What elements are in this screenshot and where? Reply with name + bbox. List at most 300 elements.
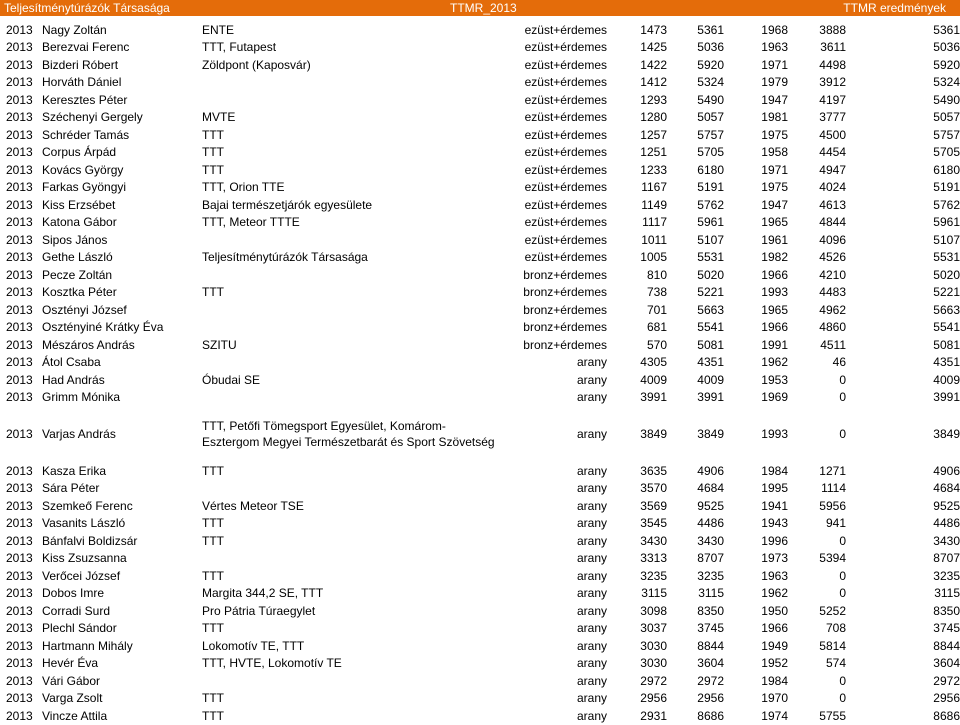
club-cell: TTT, HVTE, Lokomotív TE [202, 656, 342, 671]
value2-cell: 4684 [697, 481, 724, 496]
value4-cell: 708 [825, 621, 846, 636]
value1-cell: 3037 [640, 621, 667, 636]
value1-cell: 681 [646, 320, 667, 335]
value5-cell: 5531 [933, 250, 960, 265]
value5-cell: 4684 [933, 481, 960, 496]
club-cell [200, 266, 503, 284]
table-row [0, 336, 960, 354]
name-cell: Had András [42, 372, 105, 387]
value2-cell: 3991 [697, 390, 724, 405]
club-cell: Pro Pátria Túraegylet [202, 603, 316, 618]
name-cell: Corpus Árpád [42, 145, 117, 160]
birth-year-cell: 1993 [761, 285, 788, 300]
name-cell: Keresztes Péter [42, 92, 128, 107]
value2-cell: 5107 [697, 232, 724, 247]
value5-cell: 8350 [933, 603, 960, 618]
birth-year-cell: 1991 [761, 337, 788, 352]
value4-cell: 941 [825, 516, 846, 531]
name-cell: Grimm Mónika [42, 390, 121, 405]
year-cell: 2013 [6, 498, 33, 513]
name-cell: Kiss Zsuzsanna [42, 551, 127, 566]
table-row [0, 532, 960, 550]
value1-cell: 3030 [640, 638, 667, 653]
birth-year-cell: 1968 [761, 22, 788, 37]
club-cell: MVTE [202, 110, 236, 125]
year-cell: 2013 [6, 232, 33, 247]
club-cell: ENTE [202, 22, 235, 37]
value2-cell: 5762 [697, 197, 724, 212]
value5-cell: 3235 [933, 568, 960, 583]
name-cell: Sára Péter [42, 481, 100, 496]
award-cell: arany [576, 551, 607, 566]
value4-cell: 4454 [819, 145, 846, 160]
year-cell: 2013 [6, 180, 33, 195]
birth-year-cell: 1952 [761, 656, 788, 671]
name-cell: Pecze Zoltán [42, 267, 113, 282]
award-cell: ezüst+érdemes [524, 57, 607, 72]
value1-cell: 4305 [640, 355, 667, 370]
value1-cell: 4009 [640, 372, 667, 387]
table-row [0, 480, 960, 498]
value4-cell: 4096 [819, 232, 846, 247]
name-cell: Osztényi József [42, 302, 127, 317]
name-cell: Schréder Tamás [42, 127, 130, 142]
value5-cell: 3849 [933, 427, 960, 441]
table-row [0, 21, 960, 39]
club-cell: TTT, Petőfi Tömegsport Egyesület, Komárom-Esztergom Megyei Természetbarát és Sport Szövetség [202, 419, 495, 449]
year-cell: 2013 [6, 75, 33, 90]
table-row [0, 109, 960, 127]
value5-cell: 5324 [933, 75, 960, 90]
award-cell: arany [576, 568, 607, 583]
year-cell: 2013 [6, 390, 33, 405]
table-row [0, 126, 960, 144]
club-cell: SZITU [202, 337, 237, 352]
value4-cell: 0 [839, 427, 846, 441]
value1-cell: 3115 [641, 586, 667, 601]
value4-cell: 0 [839, 372, 846, 387]
value5-cell: 5107 [933, 232, 960, 247]
value1-cell: 1422 [640, 57, 667, 72]
award-cell: bronz+érdemes [523, 285, 607, 300]
value1-cell: 3849 [640, 427, 667, 441]
value2-cell: 5361 [697, 22, 724, 37]
value4-cell: 4483 [819, 285, 846, 300]
birth-year-cell: 1996 [761, 533, 788, 548]
award-cell: ezüst+érdemes [524, 92, 607, 107]
value5-cell: 3115 [934, 586, 960, 601]
birth-year-cell: 1962 [761, 355, 788, 370]
club-cell: TTT [202, 691, 224, 706]
value1-cell: 1167 [641, 180, 667, 195]
value2-cell: 5057 [697, 110, 724, 125]
value4-cell: 5814 [819, 638, 846, 653]
table-row [0, 319, 960, 337]
birth-year-cell: 1953 [761, 372, 788, 387]
award-cell: bronz+érdemes [523, 320, 607, 335]
value2-cell: 4351 [697, 355, 724, 370]
value1-cell: 701 [646, 302, 667, 317]
table-row [0, 231, 960, 249]
value1-cell: 3430 [640, 533, 667, 548]
birth-year-cell: 1962 [761, 586, 788, 601]
year-cell: 2013 [6, 40, 33, 55]
year-cell: 2013 [6, 516, 33, 531]
value1-cell: 570 [646, 337, 667, 352]
value2-cell: 4486 [697, 516, 724, 531]
name-cell: Gethe László [42, 250, 113, 265]
value1-cell: 1233 [640, 162, 667, 177]
table-row [0, 196, 960, 214]
value1-cell: 1257 [640, 127, 667, 142]
value1-cell: 3030 [640, 656, 667, 671]
table-row [0, 39, 960, 57]
value5-cell: 8707 [933, 551, 960, 566]
year-cell: 2013 [6, 285, 33, 300]
value2-cell: 5705 [697, 145, 724, 160]
value2-cell: 5081 [697, 337, 724, 352]
value2-cell: 3849 [697, 427, 724, 441]
value5-cell: 5361 [933, 22, 960, 37]
value1-cell: 3569 [640, 498, 667, 513]
club-cell: Bajai természetjárók egyesülete [202, 197, 373, 212]
club-cell: TTT, Orion TTE [202, 180, 285, 195]
award-cell: ezüst+érdemes [524, 250, 607, 265]
table-row [0, 371, 960, 389]
name-cell: Bánfalvi Boldizsár [42, 533, 138, 548]
page-header [0, 0, 960, 16]
table-row [0, 284, 960, 302]
value2-cell: 3235 [697, 568, 724, 583]
value4-cell: 574 [825, 656, 846, 671]
value1-cell: 1251 [640, 145, 667, 160]
value2-cell: 5961 [697, 215, 724, 230]
value1-cell: 2956 [640, 691, 667, 706]
name-cell: Szemkeő Ferenc [42, 498, 133, 513]
value4-cell: 0 [839, 568, 846, 583]
value2-cell: 6180 [697, 162, 724, 177]
name-cell: Horváth Dániel [42, 75, 122, 90]
birth-year-cell: 1961 [761, 232, 788, 247]
year-cell: 2013 [6, 603, 33, 618]
value1-cell: 3313 [640, 551, 667, 566]
name-cell: Széchenyi Gergely [42, 110, 143, 125]
year-cell: 2013 [6, 57, 33, 72]
club-cell [200, 480, 503, 498]
birth-year-cell: 1984 [761, 673, 788, 688]
club-cell: TTT, Meteor TTTE [202, 215, 300, 230]
value4-cell: 3912 [819, 75, 846, 90]
value1-cell: 1293 [640, 92, 667, 107]
club-cell: TTT, Futapest [202, 40, 277, 55]
value2-cell: 3745 [697, 621, 724, 636]
value1-cell: 2931 [640, 708, 667, 723]
table-row [0, 56, 960, 74]
birth-year-cell: 1974 [761, 708, 788, 723]
year-cell: 2013 [6, 673, 33, 688]
birth-year-cell: 1963 [761, 568, 788, 583]
year-cell: 2013 [6, 302, 33, 317]
header-organization: Teljesítménytúrázók Társasága [4, 1, 170, 15]
name-cell: Kovács György [42, 162, 124, 177]
birth-year-cell: 1963 [761, 40, 788, 55]
name-cell: Corradi Surd [42, 603, 111, 618]
value1-cell: 1005 [640, 250, 667, 265]
value2-cell: 5324 [697, 75, 724, 90]
award-cell: ezüst+érdemes [524, 127, 607, 142]
results-table [0, 21, 960, 725]
value2-cell: 5757 [697, 127, 724, 142]
award-cell: ezüst+érdemes [524, 197, 607, 212]
award-cell: arany [576, 673, 607, 688]
award-cell: arany [576, 638, 607, 653]
header-document-id: TTMR_2013 [450, 1, 517, 15]
value2-cell: 5541 [697, 320, 724, 335]
club-cell: TTT [202, 708, 224, 723]
value5-cell: 5020 [933, 267, 960, 282]
table-row [0, 567, 960, 585]
award-cell: arany [576, 533, 607, 548]
award-cell: arany [576, 463, 607, 478]
value4-cell: 0 [839, 390, 846, 405]
club-cell [200, 91, 503, 109]
name-cell: Plechl Sándor [42, 621, 117, 636]
value5-cell: 3604 [933, 656, 960, 671]
value5-cell: 5705 [933, 145, 960, 160]
value2-cell: 2956 [697, 691, 724, 706]
award-cell: arany [576, 427, 607, 441]
table-row [0, 690, 960, 708]
value4-cell: 1271 [819, 463, 846, 478]
value2-cell: 5221 [697, 285, 724, 300]
club-cell: Margita 344,2 SE, TTT [202, 586, 324, 601]
birth-year-cell: 1971 [761, 162, 788, 177]
award-cell: arany [576, 586, 607, 601]
birth-year-cell: 1993 [761, 427, 788, 441]
value1-cell: 1425 [640, 40, 667, 55]
award-cell: arany [576, 708, 607, 723]
value4-cell: 4962 [819, 302, 846, 317]
value2-cell: 5191 [697, 180, 724, 195]
table-row [0, 91, 960, 109]
table-row [0, 389, 960, 407]
value5-cell: 2956 [933, 691, 960, 706]
year-cell: 2013 [6, 320, 33, 335]
value4-cell: 5252 [819, 603, 846, 618]
value5-cell: 5757 [933, 127, 960, 142]
value5-cell: 3745 [933, 621, 960, 636]
award-cell: bronz+érdemes [523, 267, 607, 282]
birth-year-cell: 1966 [761, 621, 788, 636]
club-cell: TTT [202, 463, 224, 478]
year-cell: 2013 [6, 127, 33, 142]
award-cell: ezüst+érdemes [524, 215, 607, 230]
value2-cell: 8707 [697, 551, 724, 566]
value1-cell: 3545 [640, 516, 667, 531]
value4-cell: 3888 [819, 22, 846, 37]
value5-cell: 5920 [933, 57, 960, 72]
club-cell: TTT [202, 162, 224, 177]
table-row [0, 161, 960, 179]
year-cell: 2013 [6, 586, 33, 601]
table-row [0, 620, 960, 638]
year-cell: 2013 [6, 427, 33, 441]
table-row [0, 655, 960, 673]
name-cell: Nagy Zoltán [42, 22, 107, 37]
club-cell: Vértes Meteor TSE [202, 498, 304, 513]
club-cell: TTT [202, 145, 224, 160]
award-cell: arany [576, 372, 607, 387]
club-cell: Zöldpont (Kaposvár) [202, 57, 311, 72]
birth-year-cell: 1958 [761, 145, 788, 160]
value4-cell: 4526 [819, 250, 846, 265]
value1-cell: 1117 [642, 215, 667, 230]
birth-year-cell: 1943 [761, 516, 788, 531]
year-cell: 2013 [6, 267, 33, 282]
value4-cell: 4947 [819, 162, 846, 177]
year-cell: 2013 [6, 481, 33, 496]
table-row [0, 354, 960, 372]
name-cell: Verőcei József [42, 568, 121, 583]
name-cell: Bizderi Róbert [42, 57, 119, 72]
value4-cell: 3777 [819, 110, 846, 125]
name-cell: Átol Csaba [42, 355, 101, 370]
birth-year-cell: 1947 [761, 92, 788, 107]
value4-cell: 4500 [819, 127, 846, 142]
table-row [0, 144, 960, 162]
value1-cell: 738 [646, 285, 667, 300]
value1-cell: 1011 [641, 232, 667, 247]
table-row [0, 74, 960, 92]
club-cell: TTT [202, 533, 224, 548]
value1-cell: 1412 [640, 75, 667, 90]
name-cell: Mészáros András [42, 337, 135, 352]
value5-cell: 3430 [933, 533, 960, 548]
value2-cell: 5036 [697, 40, 724, 55]
table-row [0, 497, 960, 515]
year-cell: 2013 [6, 355, 33, 370]
value1-cell: 3098 [640, 603, 667, 618]
club-cell: Óbudai SE [202, 372, 261, 387]
birth-year-cell: 1949 [761, 638, 788, 653]
name-cell: Dobos Imre [42, 586, 105, 601]
birth-year-cell: 1965 [761, 302, 788, 317]
value2-cell: 3115 [698, 586, 724, 601]
value5-cell: 5490 [933, 92, 960, 107]
club-cell [200, 319, 503, 337]
value5-cell: 6180 [933, 162, 960, 177]
club-cell: TTT [202, 568, 224, 583]
value4-cell: 4844 [819, 215, 846, 230]
year-cell: 2013 [6, 22, 33, 37]
table-row [0, 214, 960, 232]
club-cell [200, 354, 503, 372]
award-cell: ezüst+érdemes [524, 22, 607, 37]
table-row [0, 301, 960, 319]
birth-year-cell: 1982 [761, 250, 788, 265]
value2-cell: 5020 [697, 267, 724, 282]
club-cell [200, 231, 503, 249]
value2-cell: 5490 [697, 92, 724, 107]
table-row [0, 550, 960, 568]
award-cell: bronz+érdemes [523, 337, 607, 352]
year-cell: 2013 [6, 533, 33, 548]
value1-cell: 1280 [640, 110, 667, 125]
club-cell [200, 672, 503, 690]
value2-cell: 9525 [697, 498, 724, 513]
value2-cell: 8844 [697, 638, 724, 653]
name-cell: Berezvai Ferenc [42, 40, 130, 55]
value1-cell: 3635 [640, 463, 667, 478]
value4-cell: 1114 [821, 481, 846, 496]
value2-cell: 3604 [697, 656, 724, 671]
value2-cell: 5531 [697, 250, 724, 265]
club-cell [200, 74, 503, 92]
value1-cell: 3570 [640, 481, 667, 496]
table-row [0, 585, 960, 603]
value5-cell: 5221 [933, 285, 960, 300]
award-cell: ezüst+érdemes [524, 145, 607, 160]
award-cell: ezüst+érdemes [524, 232, 607, 247]
birth-year-cell: 1981 [761, 110, 788, 125]
birth-year-cell: 1947 [761, 197, 788, 212]
name-cell: Farkas Gyöngyi [42, 180, 127, 195]
value5-cell: 5762 [933, 197, 960, 212]
year-cell: 2013 [6, 708, 33, 723]
name-cell: Sipos János [42, 232, 108, 247]
name-cell: Vincze Attila [42, 708, 108, 723]
name-cell: Osztényiné Krátky Éva [42, 320, 164, 335]
value1-cell: 1473 [640, 22, 667, 37]
value4-cell: 0 [839, 673, 846, 688]
year-cell: 2013 [6, 250, 33, 265]
birth-year-cell: 1966 [761, 267, 788, 282]
value4-cell: 4024 [819, 180, 846, 195]
table-row [0, 266, 960, 284]
table-row [0, 707, 960, 725]
value5-cell: 5663 [933, 302, 960, 317]
results-table-body [0, 21, 960, 725]
name-cell: Hartmann Mihály [42, 638, 133, 653]
year-cell: 2013 [6, 568, 33, 583]
club-cell: Teljesítménytúrázók Társasága [202, 250, 368, 265]
value2-cell: 2972 [697, 673, 724, 688]
table-row [0, 249, 960, 267]
value5-cell: 2972 [933, 673, 960, 688]
year-cell: 2013 [6, 110, 33, 125]
table-row [0, 672, 960, 690]
value2-cell: 8350 [697, 603, 724, 618]
birth-year-cell: 1965 [761, 215, 788, 230]
name-cell: Varjas András [42, 427, 116, 441]
club-cell [200, 301, 503, 319]
value5-cell: 4906 [933, 463, 960, 478]
birth-year-cell: 1950 [761, 603, 788, 618]
table-row [0, 179, 960, 197]
value2-cell: 4906 [697, 463, 724, 478]
year-cell: 2013 [6, 463, 33, 478]
award-cell: ezüst+érdemes [524, 180, 607, 195]
value4-cell: 4210 [819, 267, 846, 282]
birth-year-cell: 1941 [761, 498, 788, 513]
header-title: TTMR eredmények [843, 1, 946, 15]
year-cell: 2013 [6, 691, 33, 706]
value1-cell: 1149 [641, 197, 667, 212]
value5-cell: 9525 [933, 498, 960, 513]
birth-year-cell: 1975 [761, 180, 788, 195]
birth-year-cell: 1966 [761, 320, 788, 335]
birth-year-cell: 1970 [761, 691, 788, 706]
